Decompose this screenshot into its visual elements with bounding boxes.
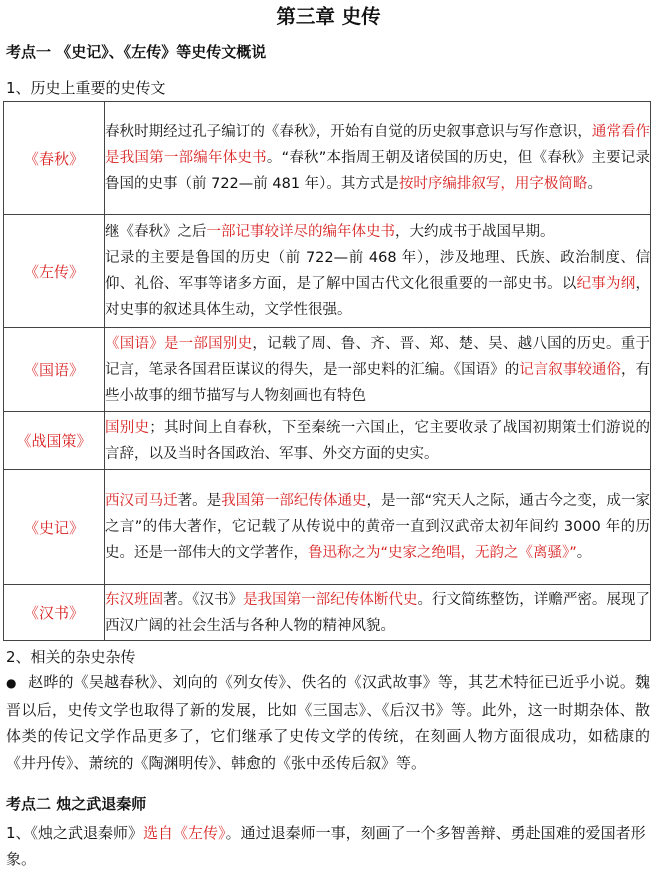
item-1: [6, 820, 650, 872]
book-desc: [105, 585, 651, 641]
body-text: 春秋时期经过孔子编订的《春秋》，开始有自觉的历史叙事意识与写作意识，: [105, 124, 592, 140]
body-text: ，对史事的叙述具体生动，文学性很强。: [105, 276, 651, 318]
body-text: 记录的主要是鲁国的历史（前 722—前 468 年），涉及地理、氏族、政治制度、信仰、礼俗、军事等诸多方面，是了解中国古代文化很重要的一部史书。以: [105, 250, 650, 292]
book-name-shiji: 《史记》: [4, 470, 105, 585]
desc-para: [105, 331, 650, 409]
highlight-text: 鲁迅称之为“史家之绝唱，无韵之《离骚》”: [308, 545, 577, 561]
highlight-text: 记言叙事较通俗: [519, 361, 621, 378]
highlight-text: 一部记事较详尽的编年体史书: [206, 224, 395, 240]
book-name-hanshu: 《汉书》: [4, 585, 105, 641]
bullet-icon: ●: [6, 676, 17, 690]
body-text: ，有些小故事的细节描写与人物刻画也有特色: [105, 361, 651, 404]
body-text: 。“春秋”本指周王朝及诸侯国的历史，但《春秋》主要记录鲁国的史事（前 722—前 481 年）。其方式是: [105, 150, 650, 192]
book-name-zuozhuan: 《左传》: [4, 215, 105, 328]
highlight-text: 选自《左传》: [143, 824, 226, 842]
table-row: [4, 215, 651, 328]
table-row: [4, 102, 651, 215]
highlight-text: 国别史: [105, 419, 150, 436]
section-heading-2: 考点二 烛之武退秦师: [6, 795, 147, 813]
highlight-text: 西汉司马迁: [105, 493, 178, 509]
body-text: 。行文简练整饬，详赡严密。展现了西汉广阔的社会生活与各种人物的精神风貌。: [105, 591, 651, 634]
related-histories-paragraph: [6, 669, 650, 776]
book-desc: [105, 470, 651, 585]
desc-para: [105, 245, 650, 323]
highlight-text: 是我国第一部纪传体断代史: [243, 591, 418, 608]
body-text: 著。《汉书》: [163, 591, 244, 608]
table-row: [4, 412, 651, 470]
body-text: ，是一部“究天人之际，通古今之变，成一家之言”的伟大著作，它记载了从传说中的黄帝一直到汉武帝太初年间约 3000 年的历史。还是一部伟大的文学著作，: [105, 493, 651, 561]
highlight-text: 《国语》是一部国别史: [105, 335, 253, 352]
book-desc: [105, 328, 651, 412]
book-desc: [105, 102, 651, 215]
highlight-text: 按时序编排叙写，用字极简略: [398, 176, 588, 192]
body-text: ，大约成书于战国早期。: [395, 224, 555, 240]
body-text: 。通过退秦师一事，刻画了一个多智善辩、勇赴国难的爱国者形象。: [6, 824, 646, 868]
paragraph-text: 赵晔的《吴越春秋》、刘向的《列女传》、佚名的《汉武故事》等，其艺术特征已近乎小说。魏晋以后，史传文学也取得了新的发展，比如《三国志》、《后汉书》等。此外，这一时期杂体、散体类的传记文学作品更多了，它们继承了史传文学的传统，在刻画人物方面很成功，如嵇康的《井丹传》、萧统的《陶渊明传》、韩愈的《张中丞传后叙》等。: [6, 673, 650, 772]
body-text: 继《春秋》之后: [105, 224, 207, 240]
desc-para: [105, 219, 650, 245]
desc-para: [105, 119, 650, 197]
highlight-text: 纪事为纲: [576, 276, 636, 292]
desc-para: [105, 587, 650, 639]
chapter-title: 第三章 史传: [276, 5, 381, 28]
body-text: 1、《烛之武退秦师》: [6, 824, 144, 842]
subheading-2: 2、相关的杂史杂传: [6, 648, 136, 666]
table-row: [4, 585, 651, 641]
desc-para: [105, 415, 650, 467]
book-desc: [105, 412, 651, 470]
highlight-text: 通常看作是我国第一部编年体史书: [105, 124, 651, 166]
highlight-text: 东汉班固: [105, 591, 164, 608]
book-name-chunqiu: 《春秋》: [4, 102, 105, 215]
body-text: 。: [576, 545, 592, 561]
highlight-text: 我国第一部纪传体通史: [221, 493, 367, 509]
book-name-zhanguoce: 《战国策》: [4, 412, 105, 470]
subheading-1: 1、历史上重要的史传文: [6, 79, 166, 97]
desc-para: [105, 488, 650, 566]
body-text: ，记载了周、鲁、齐、晋、郑、楚、吴、越八国的历史。重于记言，笔录各国君臣谋议的得失，是一部史料的汇编。《国语》的: [105, 335, 651, 378]
table-row: [4, 470, 651, 585]
section-heading-1: 考点一 《史记》、《左传》等史传文概说: [6, 43, 267, 61]
body-text: 。: [587, 176, 602, 192]
body-text: ；其时间上自春秋，下至秦统一六国止，它主要收录了战国初期策士们游说的言辞，以及当时各国政治、军事、外交方面的史实。: [105, 419, 651, 462]
body-text: 著。是: [177, 493, 222, 509]
table-row: [4, 328, 651, 412]
history-books-table: [3, 101, 651, 641]
book-desc: [105, 215, 651, 328]
book-name-guoyu: 《国语》: [4, 328, 105, 412]
